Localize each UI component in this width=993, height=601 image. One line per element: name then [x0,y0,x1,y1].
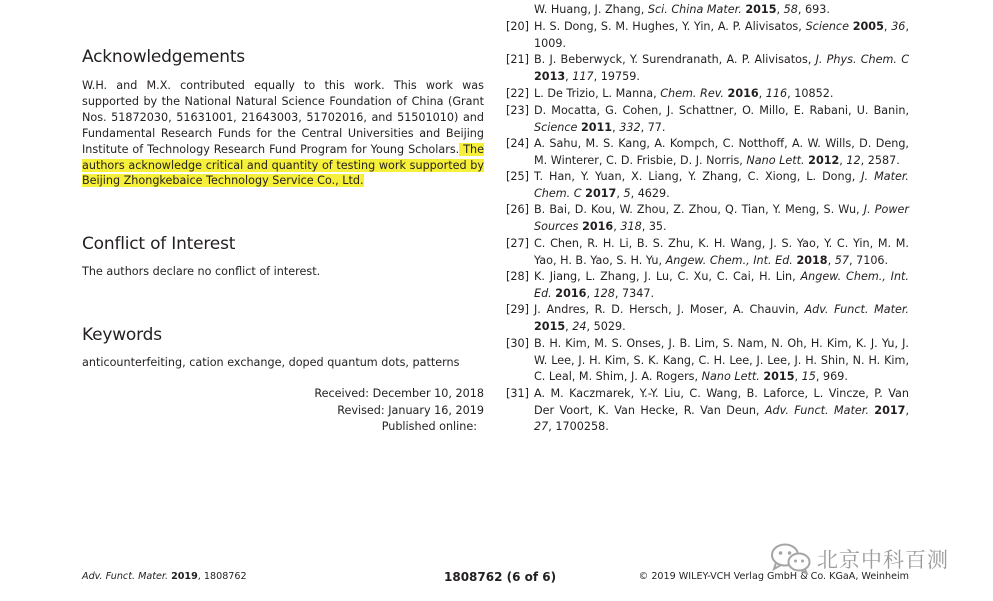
keywords-heading: Keywords [82,325,162,345]
footer-page-label: 1808762 (6 of 6) [444,570,557,584]
reference-volume: 57 [834,253,849,267]
reference-item [506,236,909,269]
reference-authors: L. De Trizio, L. Manna, [534,87,661,100]
reference-year: 2005 [852,20,884,33]
reference-text: B. H. Kim, M. S. Onses, J. B. Lim, S. Nam, N. Oh, H. Kim, K. J. Yu, J. W. Lee, J. H. Kim, S. K. Kang, C. H. Lee, J. Lee, J. H. Shin, N. H. Kim, C. Leal, M. Shim, J. A. Rogers, Nano Lett. 2015, 15, 969. [534,337,909,384]
highlighted-acknowledgement-text: The authors acknowledge critical and quantity of testing work supported by Beijing Zhongkebaice Technology Service Co., Ltd. [82,142,484,188]
reference-pages: 77. [647,120,666,134]
reference-item [506,136,909,169]
reference-pages: 969. [823,370,848,384]
reference-year: 2015 [745,3,777,16]
reference-number: [23] [506,104,529,117]
reference-pages: 1700258. [555,420,609,434]
reference-volume: 5 [623,186,631,200]
reference-item [506,269,909,302]
reference-journal: J. Power Sources [534,203,909,233]
reference-year: 2017 [585,186,617,200]
reference-journal: Angew. Chem., Int. Ed. [534,270,909,300]
reference-volume: 12 [846,153,861,167]
reference-item [506,169,909,202]
reference-journal: Nano Lett. [701,370,760,384]
reference-year: 2012 [808,153,840,167]
acknowledgements-body: W.H. and M.X. contributed equally to this work. This work was supported by the National Natural Science Foundation of China (Grant Nos. 51872030, 51631001, 21643003, 51702016, and 51501010) and Fundamental Research Funds for the Central Universities and Beijing Institute of Technology Research Fund Program for Young Scholars. [82,79,484,156]
footer-copyright: © 2019 WILEY-VCH Verlag GmbH & Co. KGaA, Weinheim [638,571,909,582]
watermark [768,541,964,575]
article-dates [282,386,484,436]
reference-text: H. S. Dong, S. M. Hughes, Y. Yin, A. P. Alivisatos, Science 2005, 36, 1009. [534,20,909,50]
reference-volume: 332 [619,120,641,134]
reference-number: [20] [506,20,529,33]
reference-text: T. Han, Y. Yuan, X. Liang, Y. Zhang, C. Xiong, L. Dong, J. Mater. Chem. C 2017, 5, 4629. [534,170,909,200]
reference-text: B. Bai, D. Kou, W. Zhou, Z. Zhou, Q. Tian, Y. Meng, S. Wu, J. Power Sources 2016, 318, 35. [534,203,909,233]
reference-volume: 24 [572,319,587,333]
reference-authors: H. S. Dong, S. M. Hughes, Y. Yin, A. P. Alivisatos, [534,20,806,33]
watermark-text: 北京中科百测 [817,548,949,572]
reference-item [506,19,909,52]
reference-journal: Angew. Chem., Int. Ed. [665,253,793,267]
reference-journal: J. Phys. Chem. C [815,53,910,66]
reference-journal: Adv. Funct. Mater. [804,303,909,316]
reference-authors: A. M. Kaczmarek, Y.-Y. Liu, C. Wang, B. Laforce, L. Vincze, P. Van Der Voort, K. Van Hecke, R. Van Deun, [534,387,909,417]
reference-journal: Science [534,120,578,134]
reference-text: J. Andres, R. D. Hersch, J. Moser, A. Chauvin, Adv. Funct. Mater. 2015, 24, 5029. [534,303,909,333]
reference-item [506,2,909,19]
reference-number: [27] [506,237,529,250]
reference-pages: 2587. [867,153,900,167]
reference-authors: B. H. Kim, M. S. Onses, J. B. Lim, S. Nam, N. Oh, H. Kim, K. J. Yu, J. W. Lee, J. H. Kim, S. K. Kang, C. H. Lee, J. Lee, J. H. Shin, N. H. Kim, C. Leal, M. Shim, J. A. Rogers, [534,337,909,384]
reference-item [506,336,909,386]
reference-authors: C. Chen, R. H. Li, B. S. Zhu, K. H. Wang, J. S. Yao, Y. C. Yin, M. M. Yao, H. B. Yao, S. H. Yu, [534,237,909,267]
reference-volume: 117 [572,69,594,83]
reference-journal: Science [805,20,849,33]
reference-journal: Adv. Funct. Mater. [764,403,869,417]
reference-year: 2011 [580,120,613,134]
reference-number: [24] [506,137,529,150]
reference-pages: 4629. [637,186,670,200]
reference-authors: B. Bai, D. Kou, W. Zhou, Z. Zhou, Q. Tian, Y. Meng, S. Wu, [534,203,864,216]
reference-journal: J. Mater. Chem. C [534,170,909,200]
footer-journal: Adv. Funct. Mater. [82,571,169,582]
reference-journal: Nano Lett. [746,153,805,167]
published-date: Published online: [381,420,477,433]
reference-number: [25] [506,170,529,183]
reference-volume: 318 [620,219,642,233]
reference-pages: 5029. [593,319,626,333]
reference-journal: Chem. Rev. [660,87,724,100]
acknowledgements-heading: Acknowledgements [82,47,245,67]
reference-number: [31] [506,387,529,400]
acknowledgements-text [82,78,484,189]
reference-volume: 58 [783,3,798,16]
reference-number: [22] [506,87,529,100]
reference-item [506,202,909,235]
reference-authors: J. Andres, R. D. Hersch, J. Moser, A. Chauvin, [534,303,805,316]
reference-year: 2016 [582,219,614,233]
reference-item [506,103,909,136]
reference-pages: 35. [648,219,667,233]
reference-authors: T. Han, Y. Yuan, X. Liang, Y. Zhang, C. Xiong, L. Dong, [534,170,862,183]
reference-authors: A. Sahu, M. S. Kang, A. Kompch, C. Notthoff, A. W. Wills, D. Deng, M. Winterer, C. D. Frisbie, D. J. Norris, [534,137,909,167]
reference-year: 2018 [796,253,828,267]
reference-year: 2016 [555,286,587,300]
reference-text: D. Mocatta, G. Cohen, J. Schattner, O. Millo, E. Rabani, U. Banin, Science 2011, 332, 77. [534,104,909,134]
footer-article-number: 1808762 [203,571,247,582]
reference-pages: 1009. [534,36,567,50]
reference-journal: Sci. China Mater. [647,3,742,16]
reference-pages: 693. [805,3,830,16]
footer-year: 2019 [171,571,198,582]
reference-text: A. M. Kaczmarek, Y.-Y. Liu, C. Wang, B. Laforce, L. Vincze, P. Van Der Voort, K. Van Hecke, R. Van Deun, Adv. Funct. Mater. 2017, 27, 1700258. [534,387,909,434]
reference-volume: 36 [891,20,906,33]
reference-text: L. De Trizio, L. Manna, Chem. Rev. 2016, 116, 10852. [534,87,834,100]
reference-volume: 128 [593,286,615,300]
reference-authors: K. Jiang, L. Zhang, J. Lu, C. Xu, C. Cai, H. Lin, [534,270,801,283]
reference-year: 2017 [874,403,906,417]
reference-authors: W. Huang, J. Zhang, [534,3,648,16]
footer-citation: Adv. Funct. Mater. 2019, 1808762 [82,571,247,582]
revised-date: Revised: January 16, 2019 [337,403,484,417]
reference-year: 2013 [534,69,566,83]
reference-year: 2016 [727,87,759,100]
reference-pages: 7347. [622,286,655,300]
reference-pages: 19759. [600,69,640,83]
reference-volume: 116 [765,87,788,100]
reference-pages: 10852. [794,87,834,100]
reference-volume: 27 [534,420,549,434]
reference-text: K. Jiang, L. Zhang, J. Lu, C. Xu, C. Cai, H. Lin, Angew. Chem., Int. Ed. 2016, 128, 7347. [534,270,909,300]
reference-volume: 15 [801,370,816,384]
reference-number: [29] [506,303,529,316]
reference-pages: 7106. [856,253,889,267]
reference-item [506,52,909,85]
reference-text: C. Chen, R. H. Li, B. S. Zhu, K. H. Wang, J. S. Yao, Y. C. Yin, M. M. Yao, H. B. Yao, S. H. Yu, Angew. Chem., Int. Ed. 2018, 57, 7106. [534,237,909,267]
reference-authors: B. J. Beberwyck, Y. Surendranath, A. P. Alivisatos, [534,53,816,66]
reference-text: A. Sahu, M. S. Kang, A. Kompch, C. Notthoff, A. W. Wills, D. Deng, M. Winterer, C. D. Frisbie, D. J. Norris, Nano Lett. 2012, 12, 2587. [534,137,909,167]
reference-number: [21] [506,53,529,66]
wechat-icon [768,541,814,575]
reference-authors: D. Mocatta, G. Cohen, J. Schattner, O. Millo, E. Rabani, U. Banin, [534,104,909,117]
conflict-heading: Conflict of Interest [82,234,236,254]
reference-item [506,302,909,335]
reference-year: 2015 [534,319,566,333]
reference-number: [26] [506,203,529,216]
reference-item [506,86,909,103]
reference-item [506,386,909,436]
reference-text: W. Huang, J. Zhang, Sci. China Mater. 2015, 58, 693. [534,3,830,16]
reference-text: B. J. Beberwyck, Y. Surendranath, A. P. Alivisatos, J. Phys. Chem. C 2013, 117, 19759. [534,53,910,83]
keywords-text: anticounterfeiting, cation exchange, doped quantum dots, patterns [82,356,460,369]
reference-number: [28] [506,270,529,283]
reference-number: [30] [506,337,529,350]
received-date: Received: December 10, 2018 [314,387,484,400]
reference-year: 2015 [763,370,795,384]
conflict-text: The authors declare no conflict of interest. [82,265,321,278]
